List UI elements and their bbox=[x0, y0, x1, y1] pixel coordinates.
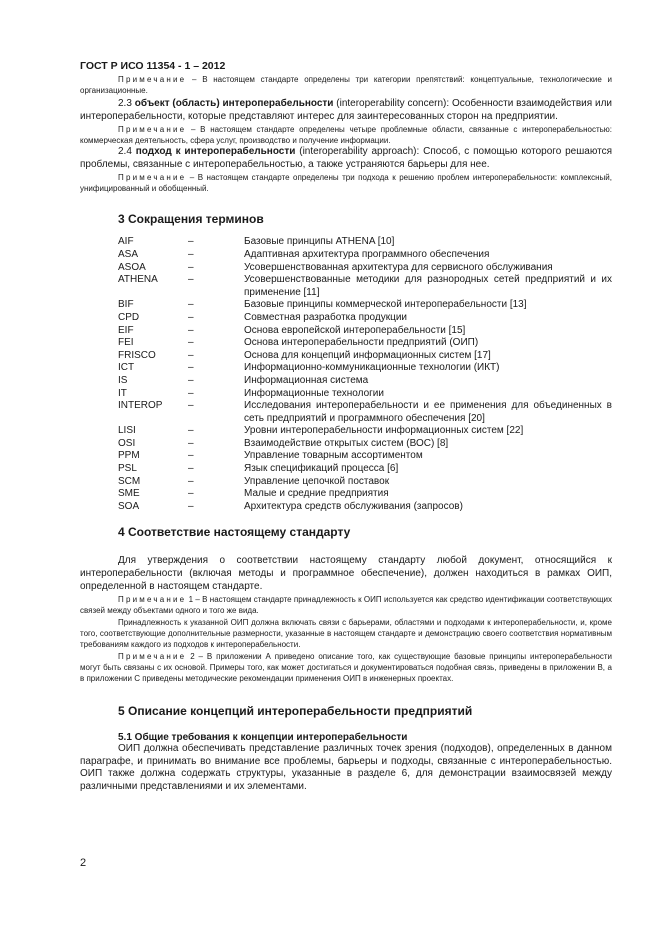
abbreviation-term: LISI bbox=[118, 425, 136, 437]
abbreviation-definition: Базовые принципы коммерческой интероперабельности [13] bbox=[244, 299, 527, 311]
abbreviation-row bbox=[118, 438, 612, 451]
abbreviation-definition: Основа интероперабельности предприятий (ОИП) bbox=[244, 337, 479, 349]
abbreviation-term: ASOA bbox=[118, 261, 146, 273]
term-name: подход к интероперабельности bbox=[135, 146, 296, 158]
abbreviation-definition: Архитектура средств обслуживания (запросов) bbox=[244, 500, 463, 512]
section-5-1-paragraph: ОИП должна обеспечивать представление различных точек зрения (подходов), определенных в данном параграфе, и принимать во внимание все проблемы, барьеры и подходы, связанные с интероперабельностью. ОИП также должна содержать структуры, указанные в разделе 6, для демонстрации взаимосвязей между различными представлениями и их элементами. bbox=[80, 743, 612, 792]
abbreviation-dash: – bbox=[188, 299, 194, 311]
abbreviation-row bbox=[118, 325, 612, 338]
abbreviation-row bbox=[118, 312, 612, 325]
section-4-note-1: Примечание 1 – В настоящем стандарте принадлежность к ОИП используется как средство идентификации соответствующих связей между объектами одного и того же вида. bbox=[80, 595, 612, 616]
abbreviation-dash: – bbox=[188, 475, 194, 487]
abbreviation-row bbox=[118, 375, 612, 388]
abbreviation-row bbox=[118, 362, 612, 375]
abbreviation-dash: – bbox=[188, 450, 194, 462]
term-2-3: 2.3 объект (область) интероперабельности (interoperability concern): Особенности взаимодействия или интероперабельности, которые представляют интерес для заинтересованных сторон на предприятии. bbox=[80, 98, 612, 122]
abbreviation-term: PSL bbox=[118, 463, 137, 475]
abbreviation-dash: – bbox=[188, 274, 194, 286]
abbreviation-term: EIF bbox=[118, 324, 134, 336]
abbreviation-dash: – bbox=[188, 349, 194, 361]
abbreviation-definition: Усовершенствованная архитектура для сервисного обслуживания bbox=[244, 261, 553, 273]
note-concerns: Примечание – В настоящем стандарте определены четыре проблемные области, связанные с интероперабельностью: коммерческая деятельность, сфера услуг, производство и получение информации. bbox=[80, 125, 612, 146]
abbreviation-term: IS bbox=[118, 374, 128, 386]
abbreviation-dash: – bbox=[188, 261, 194, 273]
abbreviation-term: PPM bbox=[118, 450, 140, 462]
document-page bbox=[80, 60, 612, 794]
term-name: объект (область) интероперабельности bbox=[134, 98, 334, 109]
abbreviation-row bbox=[118, 450, 612, 463]
note-barriers: Примечание – В настоящем стандарте определены три категории препятствий: концептуальные, технологические и организационные. bbox=[80, 75, 612, 95]
note-label: Примечание bbox=[118, 75, 187, 84]
abbreviation-row bbox=[118, 249, 612, 262]
abbreviation-dash: – bbox=[188, 248, 194, 260]
abbreviation-row bbox=[118, 388, 612, 401]
section-4-title: 4 Соответствие настоящему стандарту bbox=[118, 525, 351, 540]
document-header: ГОСТ Р ИСО 11354 - 1 – 2012 bbox=[80, 60, 226, 72]
abbreviation-definition: Взаимодействие открытых систем (ВОС) [8] bbox=[244, 437, 449, 449]
abbreviation-row bbox=[118, 350, 612, 363]
section-5-1-title: 5.1 Общие требования к концепции интероперабельности bbox=[118, 732, 408, 744]
abbreviation-definition: Малые и средние предприятия bbox=[244, 488, 389, 500]
note-approaches: Примечание – В настоящем стандарте определены три подхода к решению проблем интероперабельности: комплексный, унифицированный и обобщенный. bbox=[80, 173, 612, 194]
abbreviation-definition: Информационно-коммуникационные технологии (ИКТ) bbox=[244, 362, 500, 374]
abbreviation-dash: – bbox=[188, 337, 194, 349]
abbreviation-dash: – bbox=[188, 400, 194, 412]
abbreviation-term: CPD bbox=[118, 311, 140, 323]
abbreviation-definition: Усовершенствованные методики для разнородных сетей предприятий и их применение [11] bbox=[244, 274, 612, 298]
abbreviation-row bbox=[118, 274, 612, 299]
abbreviation-definition: Основа для концепций информационных систем [17] bbox=[244, 349, 491, 361]
note-label: Примечание bbox=[118, 595, 187, 605]
abbreviation-term: SCM bbox=[118, 475, 141, 487]
abbreviation-definition: Исследования интероперабельности и ее применения для объединенных в сеть предприятий и программного обеспечения [20] bbox=[244, 400, 612, 424]
abbreviation-term: AIF bbox=[118, 236, 134, 248]
abbreviation-row bbox=[118, 236, 612, 249]
abbreviation-definition: Информационная система bbox=[244, 374, 369, 386]
abbreviation-definition: Управление товарным ассортиментом bbox=[244, 450, 423, 462]
abbreviation-term: IT bbox=[118, 387, 127, 399]
note-label: Примечание bbox=[118, 125, 187, 135]
abbreviation-term: ATHENA bbox=[118, 274, 158, 286]
abbreviation-row bbox=[118, 400, 612, 425]
abbreviation-row bbox=[118, 463, 612, 476]
section-4-paragraph-1: Для утверждения о соответствии настоящему стандарту любой документ, относящийся к интероперабельности (включая методы и программное обеспечение), должен находиться в рамках ОИП, определенной в настоящем стандарте. bbox=[80, 555, 612, 592]
page-number: 2 bbox=[80, 857, 87, 869]
abbreviation-dash: – bbox=[188, 311, 194, 323]
abbreviation-definition: Базовые принципы ATHENA [10] bbox=[244, 236, 395, 248]
abbreviation-definition: Адаптивная архитектура программного обеспечения bbox=[244, 248, 490, 260]
section-4-note-2: Примечание 2 – В приложении А приведено описание того, как существующие базовые принципы интероперабельности могут быть связаны с их основой. Примеры того, как может достигаться и документироваться подобная связь, приведены в приложении В, а в приложении С приведены методические рекомендации применения ОИП в инженерных проектах. bbox=[80, 652, 612, 684]
abbreviation-dash: – bbox=[188, 236, 194, 248]
abbreviation-term: OSI bbox=[118, 437, 136, 449]
term-2-4: 2.4 подход к интероперабельности (interoperability approach): Способ, с помощью которого решаются проблемы, связанные с интероперабельностью, а также устраняются барьеры для нее. bbox=[80, 146, 612, 170]
note-label: Примечание bbox=[118, 173, 187, 183]
abbreviation-term: BIF bbox=[118, 299, 134, 311]
abbreviation-definition: Совместная разработка продукции bbox=[244, 311, 408, 323]
abbreviation-dash: – bbox=[188, 374, 194, 386]
abbreviation-row bbox=[118, 476, 612, 489]
abbreviation-definition: Уровни интероперабельности информационных систем [22] bbox=[244, 425, 524, 437]
abbreviation-dash: – bbox=[188, 387, 194, 399]
abbreviation-term: FRISCO bbox=[118, 349, 156, 361]
abbreviation-dash: – bbox=[188, 488, 194, 500]
abbreviation-term: SME bbox=[118, 488, 140, 500]
abbreviation-dash: – bbox=[188, 463, 194, 475]
abbreviation-row bbox=[118, 488, 612, 501]
abbreviations-table bbox=[118, 236, 612, 513]
abbreviation-term: FEI bbox=[118, 337, 134, 349]
abbreviation-row bbox=[118, 262, 612, 275]
section-4-paragraph-2: Принадлежность к указанной ОИП должна включать связи с барьерами, областями и подходами к интероперабельности, и, кроме того, соответствующие дополнительные размерности, указанные в настоящем стандарте и демонстрацию своего соответствия нормативным требованиям каждого из подходов к интероперабельности. bbox=[80, 618, 612, 650]
abbreviation-definition: Язык спецификаций процесса [6] bbox=[244, 463, 399, 475]
section-3-title: 3 Сокращения терминов bbox=[118, 212, 264, 227]
abbreviation-term: INTEROP bbox=[118, 400, 163, 412]
abbreviation-row bbox=[118, 299, 612, 312]
abbreviation-dash: – bbox=[188, 362, 194, 374]
abbreviation-row bbox=[118, 501, 612, 514]
abbreviation-term: SOA bbox=[118, 500, 140, 512]
abbreviation-row bbox=[118, 425, 612, 438]
abbreviation-dash: – bbox=[188, 437, 194, 449]
abbreviation-term: ASA bbox=[118, 248, 139, 260]
abbreviation-dash: – bbox=[188, 324, 194, 336]
abbreviation-dash: – bbox=[188, 500, 194, 512]
abbreviation-row bbox=[118, 337, 612, 350]
note-label: Примечание bbox=[118, 652, 187, 662]
abbreviation-definition: Информационные технологии bbox=[244, 387, 384, 399]
abbreviation-dash: – bbox=[188, 425, 194, 437]
section-5-title: 5 Описание концепций интероперабельности предприятий bbox=[118, 704, 473, 719]
abbreviation-definition: Основа европейской интероперабельности [15] bbox=[244, 324, 466, 336]
abbreviation-term: ICT bbox=[118, 362, 135, 374]
abbreviation-definition: Управление цепочкой поставок bbox=[244, 475, 390, 487]
